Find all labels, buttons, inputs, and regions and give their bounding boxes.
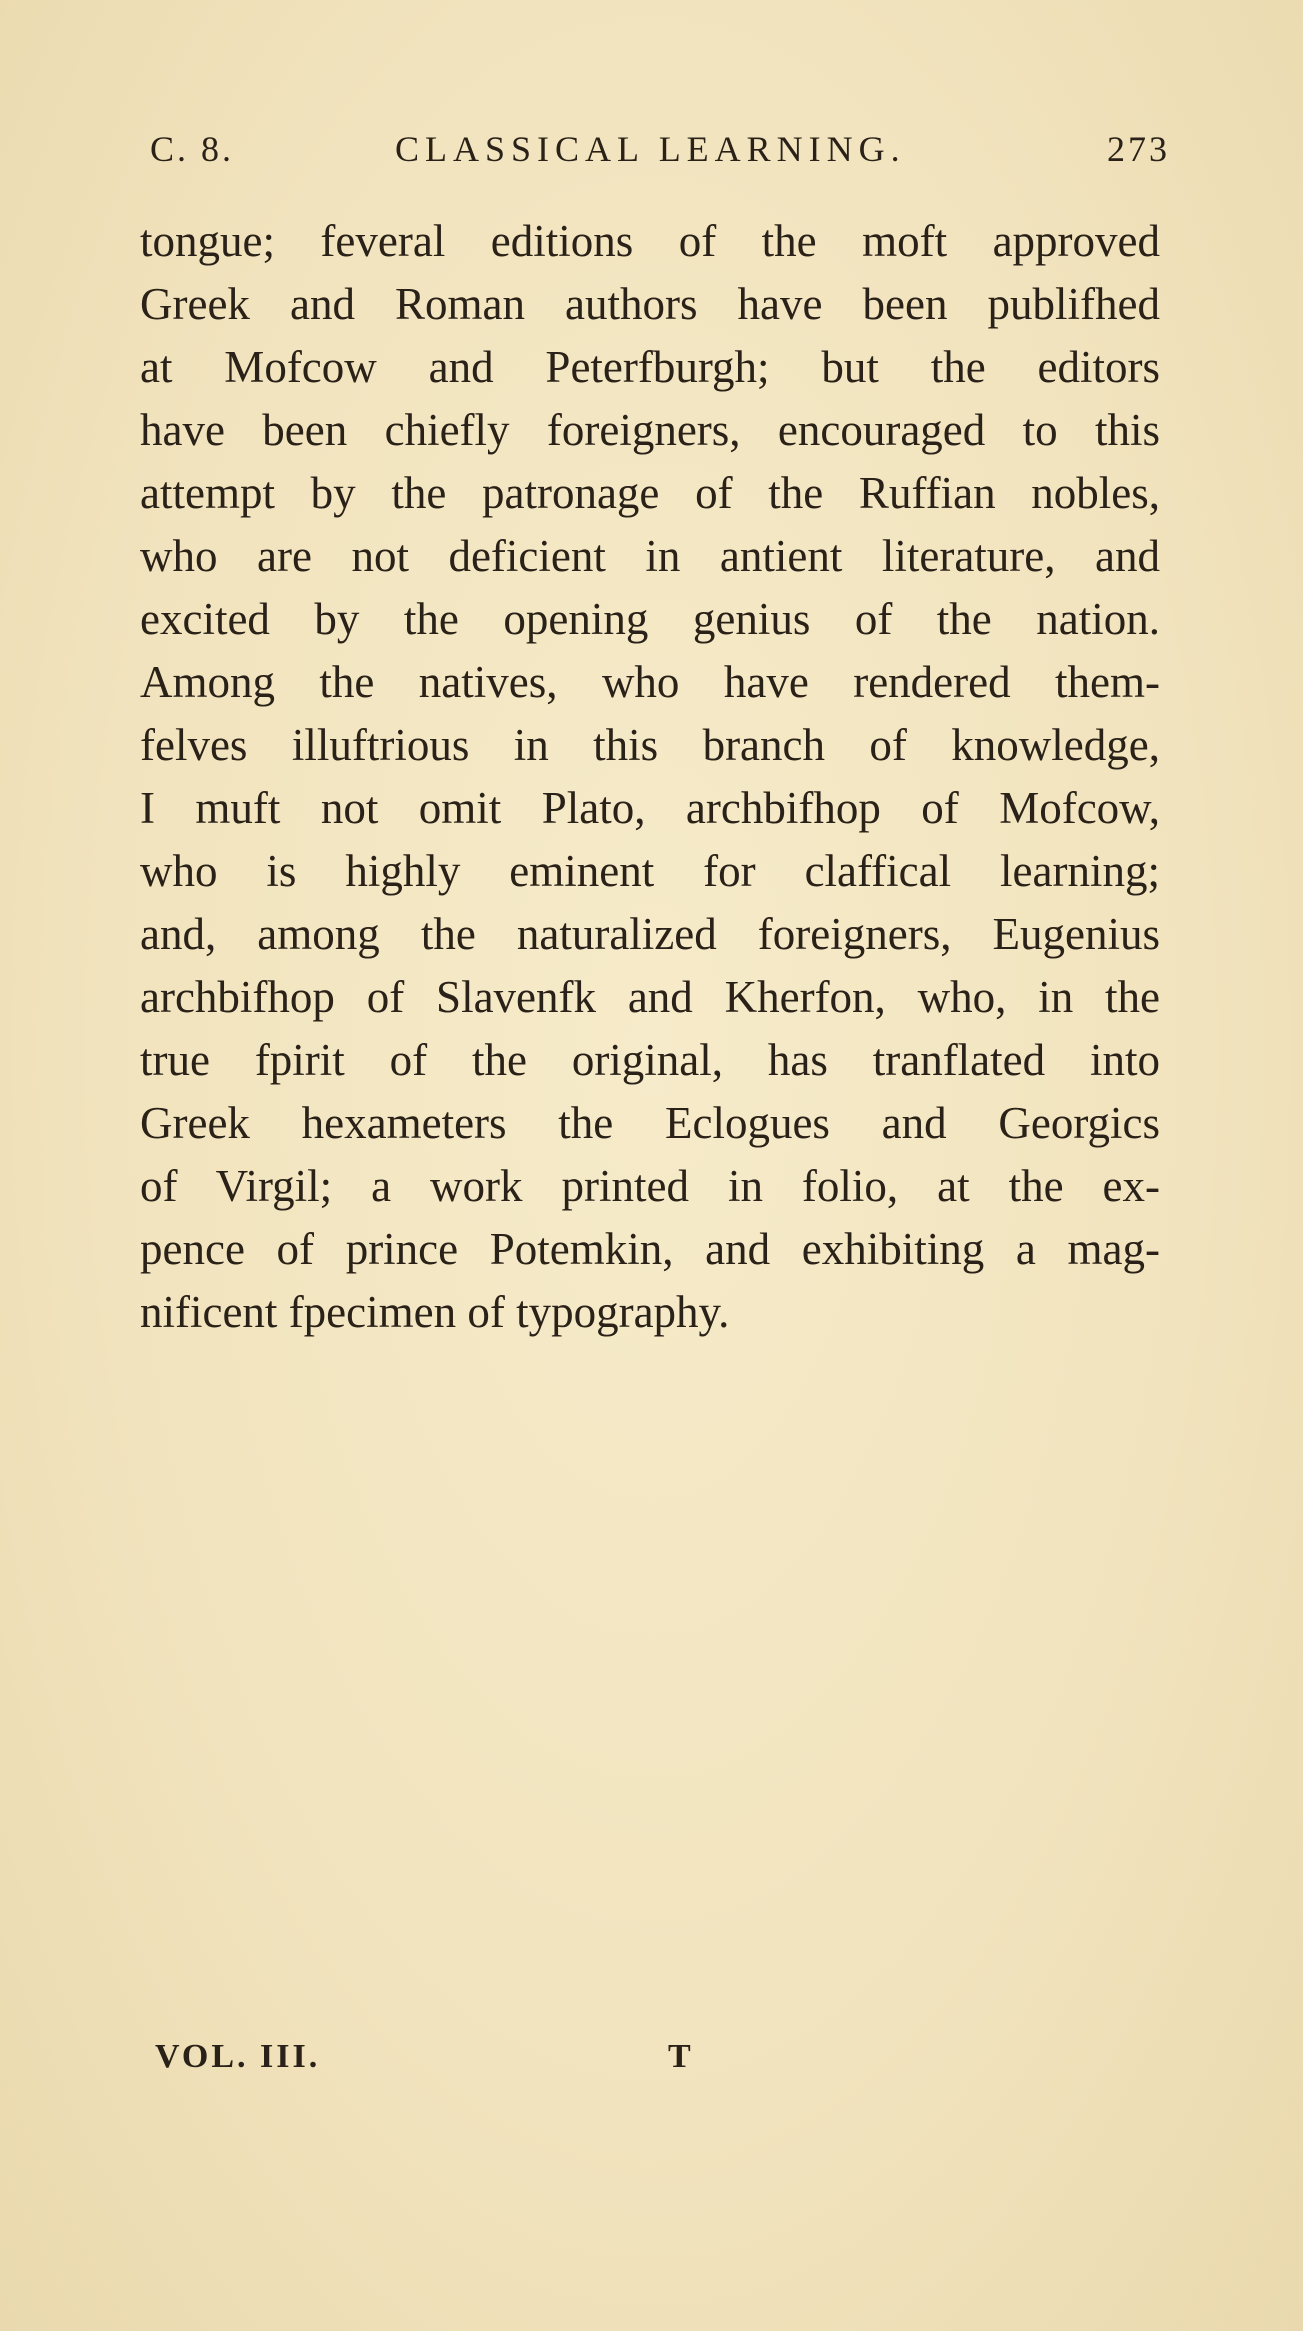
page-number: 273: [1107, 129, 1170, 169]
volume-signature: VOL. III.: [155, 2038, 321, 2075]
text-line: at Mofcow and Peterfburgh; but the editors: [140, 342, 1160, 392]
running-title: CLASSICAL LEARNING.: [395, 129, 906, 169]
text-line: Greek and Roman authors have been publifhed: [140, 279, 1160, 329]
text-line: archbifhop of Slavenfk and Kherfon, who, in the: [140, 972, 1160, 1022]
text-line: pence of prince Potemkin, and exhibiting a mag-: [140, 1224, 1160, 1274]
text-line: and, among the naturalized foreigners, Eugenius: [140, 909, 1160, 959]
chapter-marker: C. 8.: [150, 129, 235, 169]
text-line: felves illuftrious in this branch of knowledge,: [140, 720, 1160, 770]
gathering-signature: T: [668, 2038, 691, 2075]
text-line: who are not deficient in antient literature, and: [140, 531, 1160, 581]
text-line: nificent fpecimen of typography.: [140, 1287, 730, 1337]
text-line: I muft not omit Plato, archbifhop of Mofcow,: [140, 783, 1160, 833]
text-line: tongue; feveral editions of the moft approved: [140, 216, 1160, 266]
text-line: who is highly eminent for claffical learning;: [140, 846, 1160, 896]
running-header: [150, 128, 1170, 178]
text-line: of Virgil; a work printed in folio, at the ex-: [140, 1161, 1160, 1211]
text-line: excited by the opening genius of the nation.: [140, 594, 1160, 644]
text-line: Among the natives, who have rendered them-: [140, 657, 1160, 707]
text-line: Greek hexameters the Eclogues and Georgics: [140, 1098, 1160, 1148]
body-text: [140, 210, 1160, 1344]
text-line: attempt by the patronage of the Ruffian nobles,: [140, 468, 1160, 518]
text-line: true fpirit of the original, has tranflated into: [140, 1035, 1160, 1085]
text-line: have been chiefly foreigners, encouraged to this: [140, 405, 1160, 455]
